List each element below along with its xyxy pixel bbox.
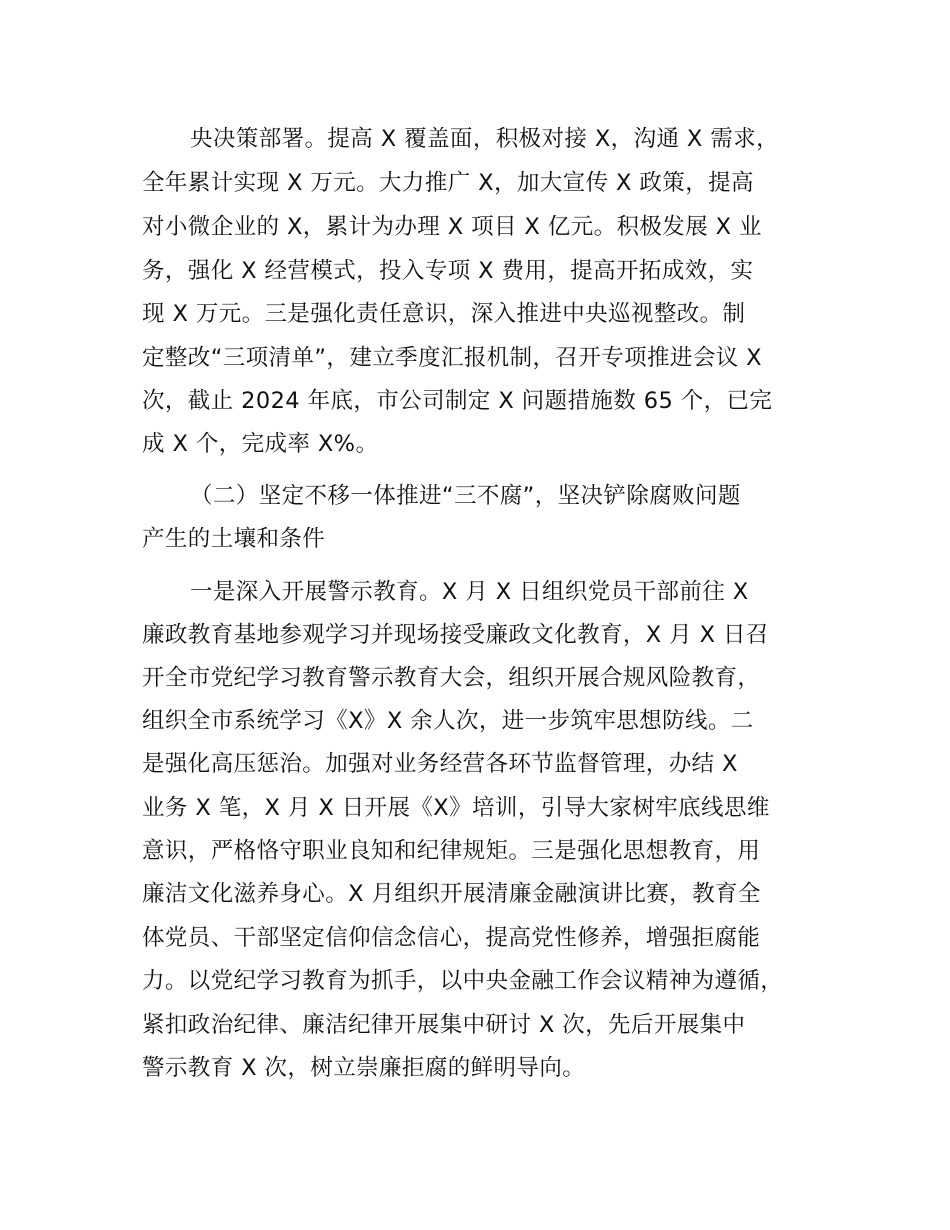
text-line: 定整改“三项清单”，建立季度汇报机制，召开专项推进会议 X xyxy=(142,345,762,371)
text-line: 对小微企业的 X，累计为办理 X 项目 X 亿元。积极发展 X 业 xyxy=(142,214,762,240)
text-line: 廉政教育基地参观学习并现场接受廉政文化教育，X 月 X 日召 xyxy=(142,622,769,648)
text-line: 央决策部署。提高 X 覆盖面，积极对接 X，沟通 X 需求， xyxy=(190,126,780,152)
text-line: 务，强化 X 经营模式，投入专项 X 费用，提高开拓成效，实 xyxy=(142,258,754,284)
text-line: 紧扣政治纪律、廉洁纪律开展集中研讨 X 次，先后开展集中 xyxy=(142,1012,746,1038)
text-line: 一是深入开展警示教育。X 月 X 日组织党员干部前往 X xyxy=(190,579,749,605)
text-line: 成 X 个，完成率 X%。 xyxy=(142,431,379,457)
section-heading-continued: 产生的土壤和条件 xyxy=(142,526,326,552)
text-line: 业务 X 笔，X 月 X 日开展《X》培训，引导大家树牢底线思维 xyxy=(142,795,770,821)
text-line: 次，截止 2024 年底，市公司制定 X 问题措施数 65 个，已完 xyxy=(142,388,773,414)
text-line: 警示教育 X 次，树立崇廉拒腐的鲜明导向。 xyxy=(142,1055,586,1081)
text-line: 现 X 万元。三是强化责任意识，深入推进中央巡视整改。制 xyxy=(142,301,746,327)
section-heading: （二）坚定不移一体推进“三不腐”，坚决铲除腐败问题 xyxy=(190,483,741,509)
text-line: 全年累计实现 X 万元。大力推广 X，加大宣传 X 政策，提高 xyxy=(142,170,754,196)
text-line: 是强化高压惩治。加强对业务经营各环节监督管理，办结 X xyxy=(142,751,738,777)
text-line: 意识，严格恪守职业良知和纪律规矩。三是强化思想教育，用 xyxy=(142,838,761,864)
text-line: 力。以党纪学习教育为抓手，以中央金融工作会议精神为遵循， xyxy=(142,968,784,994)
text-line: 开全市党纪学习教育警示教育大会，组织开展合规风险教育， xyxy=(142,665,761,691)
text-line: 体党员、干部坚定信仰信念信心，提高党性修养，增强拒腐能 xyxy=(142,925,761,951)
text-line: 组织全市系统学习《X》X 余人次，进一步筑牢思想防线。二 xyxy=(142,708,754,734)
text-line: 廉洁文化滋养身心。X 月组织开展清廉金融演讲比赛，教育全 xyxy=(142,881,761,907)
